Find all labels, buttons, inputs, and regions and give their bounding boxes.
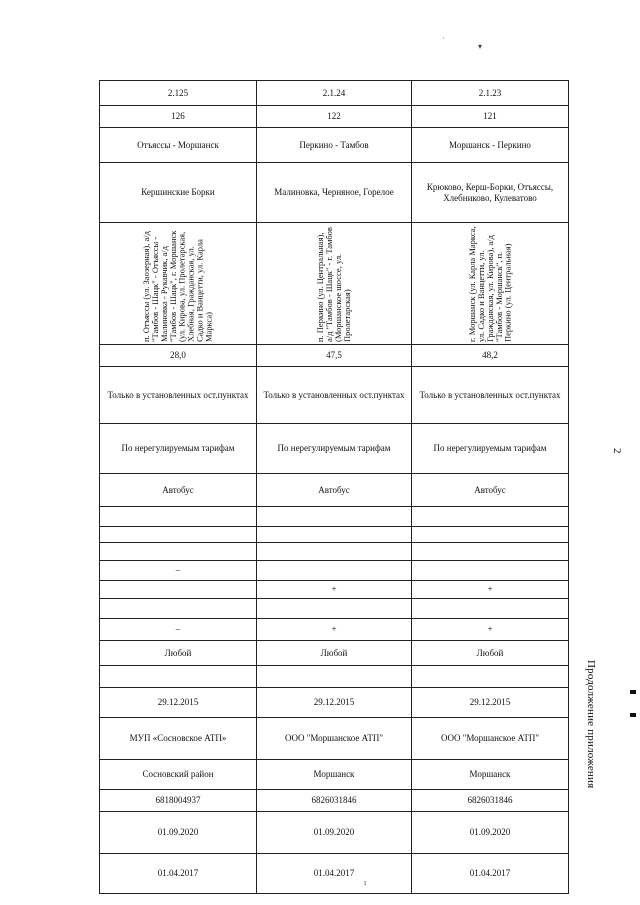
vertical-text: п. Перкино (ул. Центральная), а/д "Тамбов - Шацк" - г. Тамбов (Моршанское шоссе, ул. Пролетарская) [315,226,352,342]
cell: Сосновский район [100,760,257,790]
cell: ООО "Моршанское АТП" [257,718,412,760]
cell: Любой [100,641,257,666]
mark-row [100,619,569,641]
blank-row [100,507,569,527]
cell: Малиновка, Черняное, Горелое [257,163,412,223]
length-row [100,345,569,367]
scan-dot: · [442,34,445,43]
cell: По нерегулируемым тарифам [412,424,569,474]
route-number-row [100,81,569,106]
cell [100,599,257,619]
mark-row [100,581,569,599]
cell [257,223,412,345]
tariff-row [100,424,569,474]
cell [257,666,412,688]
cell: 29.12.2015 [100,688,257,718]
cell [412,507,569,527]
vertical-text: г. Моршанск (ул. Карла Маркса, ул. Садко и Ванцетти, ул. Гражданская, ул. Кирова), а/д "Тамбов - Моршанск", п. Перкино (ул. Центральная) [466,225,513,342]
blank-row [100,543,569,561]
streets-row [100,223,569,345]
cell [257,543,412,561]
scan-dot: ı [364,878,367,887]
blank-row [100,599,569,619]
cell [412,561,569,581]
cell [257,561,412,581]
cell: Моршанск - Перкино [412,128,569,163]
cell: Автобус [100,474,257,507]
cell: По нерегулируемым тарифам [100,424,257,474]
cell: + [257,581,412,599]
start-date-row [100,688,569,718]
cell: + [257,619,412,641]
cell: 29.12.2015 [412,688,569,718]
cell: 2.1.24 [257,81,412,106]
cell [100,581,257,599]
cell [257,599,412,619]
cell: Кершинские Борки [100,163,257,223]
blank-row [100,527,569,543]
cell: 2.1.23 [412,81,569,106]
inn-row [100,790,569,812]
cell: МУП «Сосновское АТП» [100,718,257,760]
edge-mark [630,690,636,694]
cell [412,543,569,561]
cell: 47,5 [257,345,412,367]
cell [100,223,257,345]
cell: 01.04.2017 [412,854,569,894]
cell: 2.125 [100,81,257,106]
cell [100,543,257,561]
cell [412,666,569,688]
dash-row [100,561,569,581]
cell [257,527,412,543]
cell: ООО "Моршанское АТП" [412,718,569,760]
cell: Перкино - Тамбов [257,128,412,163]
vertical-text: п. Отъяссы (ул. Заозерная), а/д "Тамбов - Шацк" - Отъяссы - Малиновка - Рукавчик, а/д "Тамбов - Шацк", г. Моршанск (ул. Кирова, ул. Пролетарская, Хлебная, Гражданская, ул. Садко и Ванцетти, ул. Карла Маркса) [141,230,214,342]
cell: 01.04.2017 [257,854,412,894]
cell: 48,2 [412,345,569,367]
cell: 6818004937 [100,790,257,812]
continuation-caption: Продолжение приложения [585,660,597,789]
cell: Автобус [257,474,412,507]
cell [100,527,257,543]
cell: 01.09.2020 [412,812,569,854]
cell: Только в установленных ост.пунктах [100,367,257,424]
reg-number-row [100,106,569,128]
blank-row [100,666,569,688]
cell: Любой [257,641,412,666]
cell: + [412,581,569,599]
date-b-row [100,854,569,894]
cell: 01.09.2020 [257,812,412,854]
cell: Крюково, Керш-Борки, Отъяссы, Хлебниково, Кулеватово [412,163,569,223]
cell [412,527,569,543]
routes-table [99,80,569,894]
cell: Автобус [412,474,569,507]
cell: – [100,619,257,641]
cell: Отъяссы - Моршанск [100,128,257,163]
route-name-row [100,128,569,163]
cell: 6826031846 [257,790,412,812]
cell [412,599,569,619]
carrier-row [100,718,569,760]
cell [257,507,412,527]
cell: 126 [100,106,257,128]
cell: Моршанск [257,760,412,790]
stops-order-row [100,367,569,424]
page-number: 2 [611,448,623,454]
carrier-location-row [100,760,569,790]
cell: По нерегулируемым тарифам [257,424,412,474]
date-a-row [100,812,569,854]
cell: – [100,561,257,581]
cell: Моршанск [412,760,569,790]
cell [100,666,257,688]
cell: + [412,619,569,641]
cell: 28,0 [100,345,257,367]
cell: 6826031846 [412,790,569,812]
cell: Только в установленных ост.пунктах [412,367,569,424]
cell: 01.04.2017 [100,854,257,894]
cell: Любой [412,641,569,666]
cell [412,223,569,345]
cell: 01.09.2020 [100,812,257,854]
scan-dot: ▾ [478,42,483,51]
eco-class-row [100,641,569,666]
cell [100,507,257,527]
settlements-row [100,163,569,223]
cell: Только в установленных ост.пунктах [257,367,412,424]
edge-mark [630,713,636,717]
cell: 122 [257,106,412,128]
vehicle-row [100,474,569,507]
cell: 29.12.2015 [257,688,412,718]
cell: 121 [412,106,569,128]
